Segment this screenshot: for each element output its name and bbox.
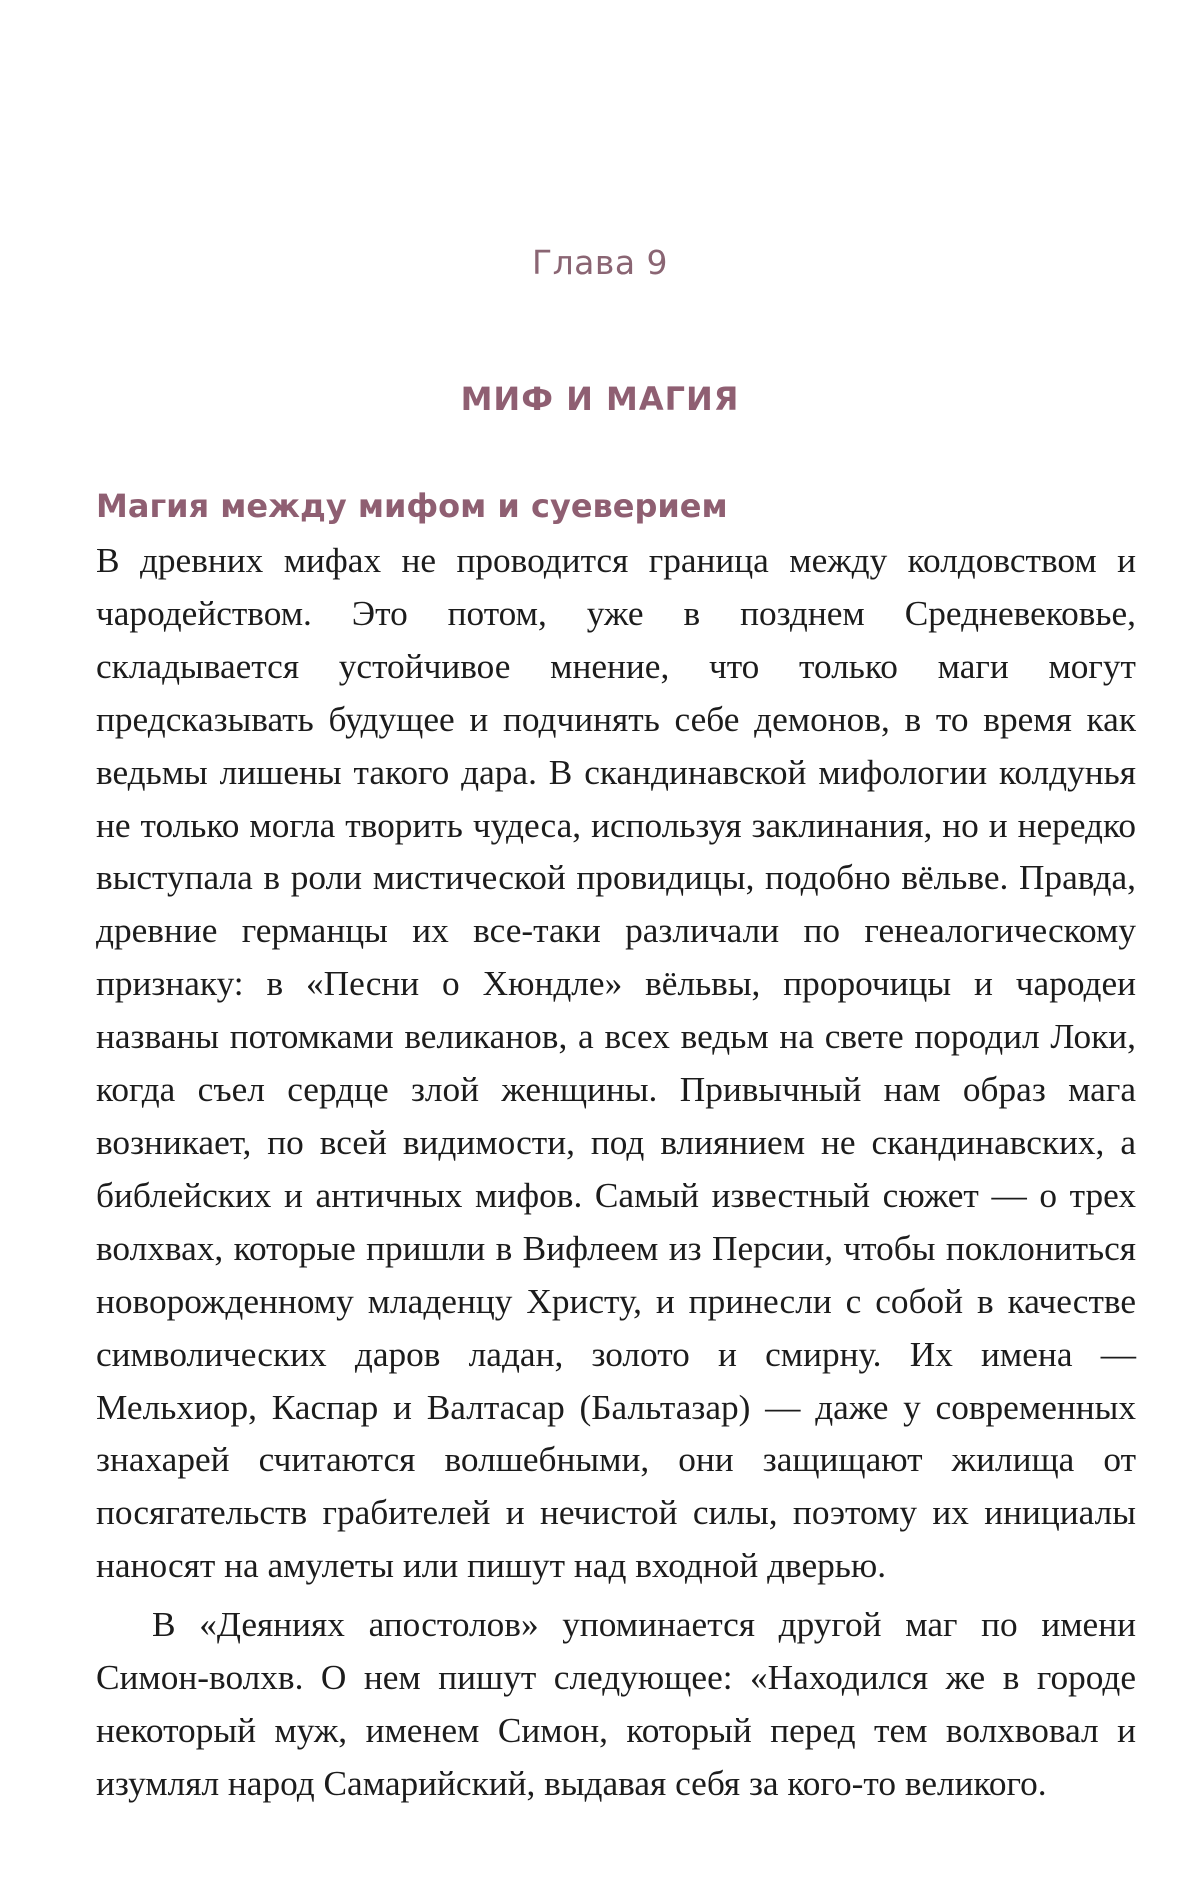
- body-text: [96, 535, 1136, 1811]
- chapter-number: Глава 9: [531, 243, 669, 282]
- chapter-title: МИФ И МАГИЯ: [460, 380, 740, 418]
- section-heading: Магия между мифом и суеверием: [96, 487, 728, 525]
- paragraph-1: В древних мифах не проводится граница между колдовством и чародейством. Это потом, уже в позднем Средневековье, складывается устойчивое мнение, что только маги могут предсказывать будущее и подчинять себе демонов, в то время как ведьмы лишены такого дара. В скандинавской мифологии колдунья не только могла творить чудеса, используя заклинания, но и нередко выступала в роли мистической провидицы, подобно вёльве. Правда, древние германцы их все-таки различали по генеалогическому признаку: в «Песни о Хюндле» вёльвы, пророчицы и чародеи названы потомками великанов, а всех ведьм на свете породил Локи, когда съел сердце злой женщины. Привычный нам образ мага возникает, по всей видимости, под влиянием не скандинавских, а библейских и античных мифов. Самый известный сюжет — о трех волхвах, которые пришли в Вифлеем из Персии, чтобы поклониться новорожденному младенцу Христу, и принесли с собой в качестве символических даров ладан, золото и смирну. Их имена — Мельхиор, Каспар и Валтасар (Бальтазар) — даже у современных знахарей считаются волшебными, они защищают жилища от посягательств грабителей и нечистой силы, поэтому их инициалы наносят на амулеты или пишут над входной дверью.: [96, 541, 1136, 1586]
- paragraph-2: В «Деяниях апостолов» упоминается другой маг по имени Симон-волхв. О нем пишут следующее: «Находился же в городе некоторый муж, именем Симон, который перед тем волхвовал и изумлял народ Самарийский, выдавая себя за кого-то великого.: [96, 1605, 1136, 1803]
